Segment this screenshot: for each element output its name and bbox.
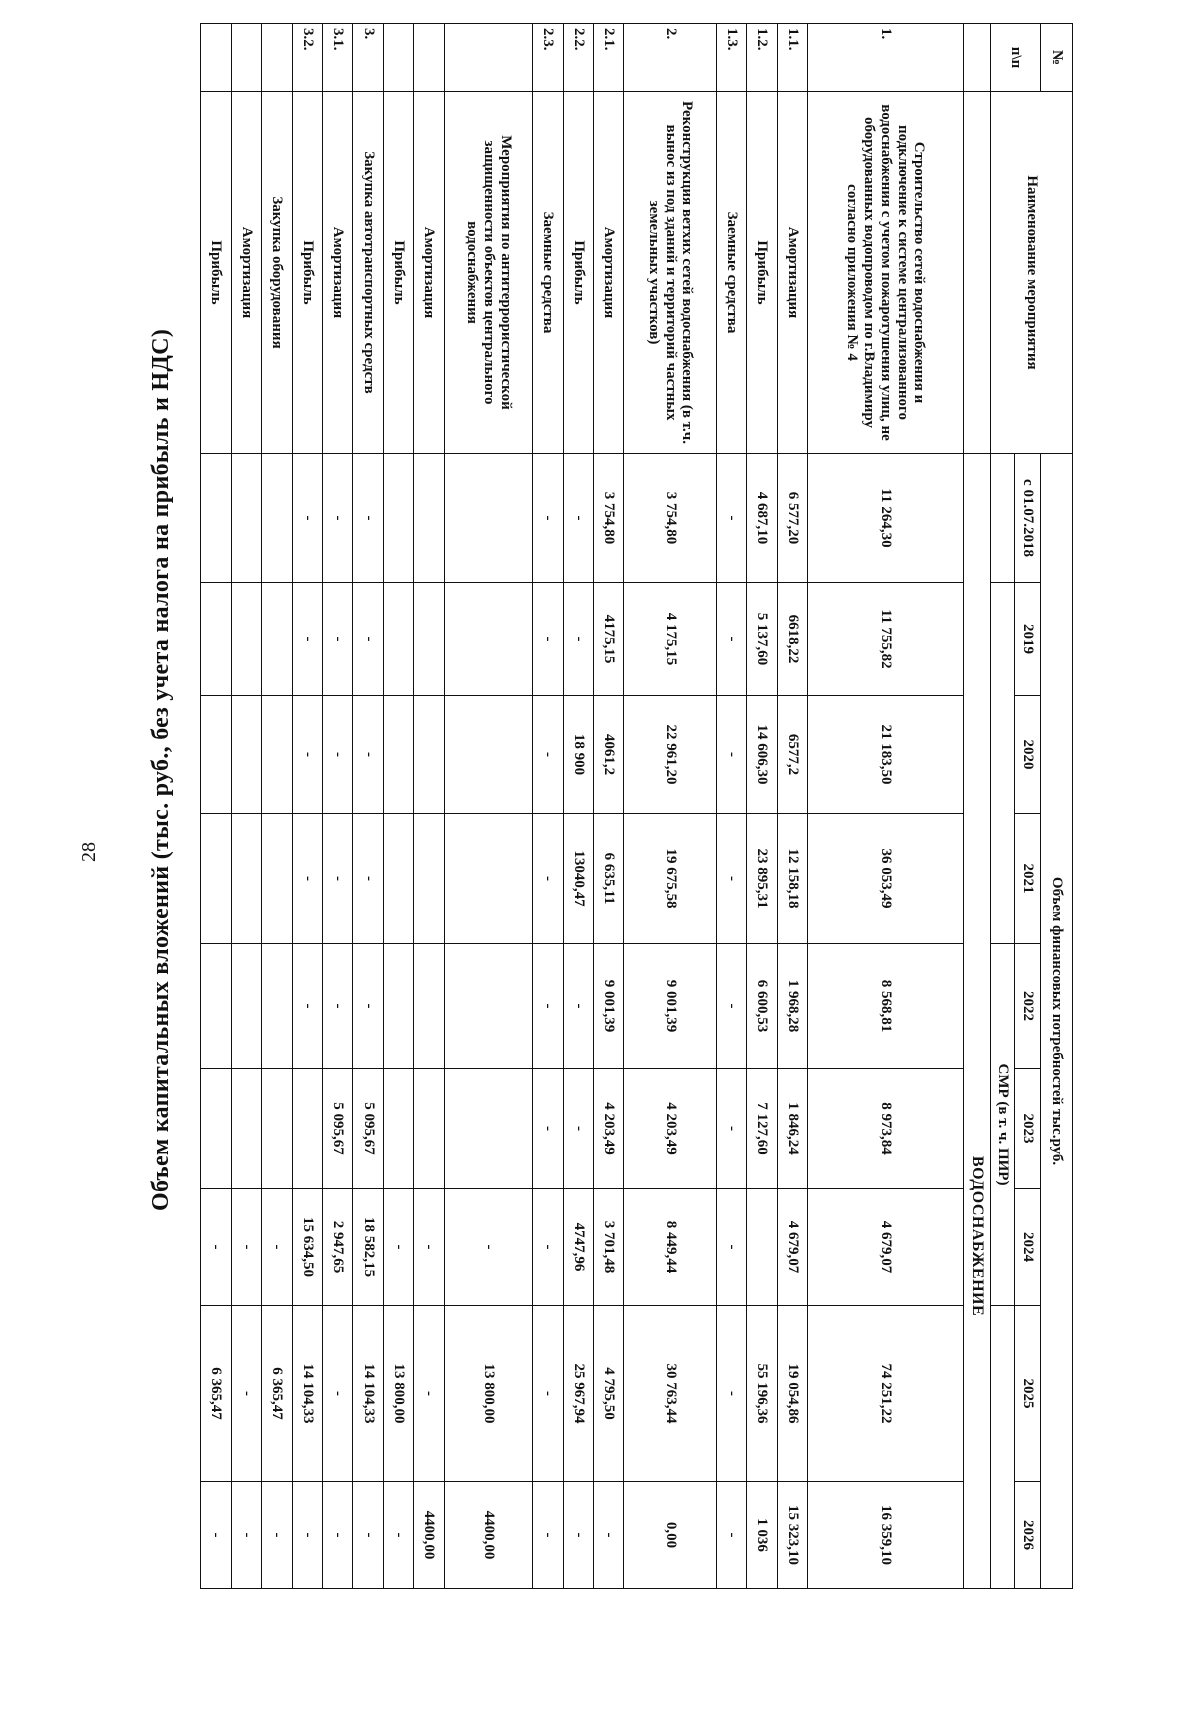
value-cell: [414, 583, 444, 696]
table-row: [262, 24, 292, 1589]
value-cell: -: [716, 696, 746, 814]
value-cell: 5 095,67: [323, 1069, 353, 1189]
value-cell: -: [353, 1482, 383, 1589]
value-cell: 13040,47: [563, 814, 593, 944]
name-header: Наименование мероприятия: [991, 92, 1073, 454]
value-cell: -: [533, 696, 563, 814]
row-number: [414, 24, 444, 92]
year-header: 2021: [1015, 814, 1041, 944]
value-cell: 2 947,65: [323, 1189, 353, 1306]
empty-cell: [991, 1306, 1015, 1589]
value-cell: -: [716, 454, 746, 583]
value-cell: 5 095,67: [353, 1069, 383, 1189]
value-cell: -: [353, 583, 383, 696]
value-cell: 22 961,20: [624, 696, 716, 814]
value-cell: -: [533, 1189, 563, 1306]
value-cell: [444, 1069, 532, 1189]
value-cell: -: [563, 1482, 593, 1589]
activity-name: Заемные средства: [716, 92, 746, 454]
section-heading: [963, 454, 990, 1589]
value-cell: -: [716, 1189, 746, 1306]
value-cell: -: [563, 454, 593, 583]
value-cell: -: [533, 1482, 563, 1589]
value-cell: 3 754,80: [624, 454, 716, 583]
row-number: 3.1.: [323, 24, 353, 92]
value-cell: 8 449,44: [624, 1189, 716, 1306]
row-number: 2.2.: [563, 24, 593, 92]
activity-name: Реконструкция ветхих сетей водоснабжения (в т.ч. вынос из под зданий и территорий частных земельных участков): [624, 92, 716, 454]
value-cell: -: [292, 454, 322, 583]
value-cell: -: [533, 1069, 563, 1189]
table-row: [201, 24, 232, 1589]
value-cell: 25 967,94: [563, 1306, 593, 1482]
value-cell: [201, 696, 232, 814]
value-cell: 4 203,49: [593, 1069, 623, 1189]
num-header: №: [1041, 24, 1073, 92]
year-header: 2023: [1015, 1069, 1041, 1189]
value-cell: -: [292, 696, 322, 814]
table-row: [593, 24, 623, 1589]
smr-note: СМР (в т. ч. ПИР): [991, 944, 1015, 1306]
year-header: 2020: [1015, 696, 1041, 814]
value-cell: 6618,22: [777, 583, 807, 696]
value-cell: -: [231, 1482, 261, 1589]
value-cell: [231, 696, 261, 814]
value-cell: 8 568,81: [808, 944, 963, 1069]
value-cell: [231, 1069, 261, 1189]
activity-name: Прибыль: [383, 92, 413, 454]
num-sub-header: п\п: [991, 24, 1041, 92]
value-cell: -: [716, 1069, 746, 1189]
activity-name: Закупка автотранспортных средств: [353, 92, 383, 454]
value-cell: 1 036: [747, 1482, 777, 1589]
value-cell: [383, 944, 413, 1069]
value-cell: 4747,96: [563, 1189, 593, 1306]
value-cell: 55 196,36: [747, 1306, 777, 1482]
value-cell: -: [292, 944, 322, 1069]
value-cell: 19 675,58: [624, 814, 716, 944]
value-cell: [444, 454, 532, 583]
value-cell: [231, 583, 261, 696]
value-cell: 30 763,44: [624, 1306, 716, 1482]
value-cell: 4 679,07: [777, 1189, 807, 1306]
value-cell: [262, 1069, 292, 1189]
value-cell: -: [533, 454, 563, 583]
activity-name: Прибыль: [563, 92, 593, 454]
activity-name: Амортизация: [593, 92, 623, 454]
table-row: [716, 24, 746, 1589]
value-cell: [383, 1069, 413, 1189]
empty-cell: [991, 454, 1015, 583]
value-cell: -: [414, 1306, 444, 1482]
value-cell: -: [444, 1189, 532, 1306]
capital-investment-table-container: [200, 23, 1073, 1588]
value-cell: -: [323, 1306, 353, 1482]
value-cell: 4 203,49: [624, 1069, 716, 1189]
value-cell: [201, 454, 232, 583]
value-cell: -: [716, 583, 746, 696]
value-cell: [414, 814, 444, 944]
activity-name: Закупка оборудования: [262, 92, 292, 454]
value-cell: 4 795,50: [593, 1306, 623, 1482]
table-row: [414, 24, 444, 1589]
row-number: [444, 24, 532, 92]
value-cell: [444, 696, 532, 814]
value-cell: 13 800,00: [383, 1306, 413, 1482]
value-cell: -: [231, 1189, 261, 1306]
value-cell: 14 104,33: [353, 1306, 383, 1482]
value-cell: -: [414, 1189, 444, 1306]
empty-cell: [991, 583, 1015, 944]
value-cell: [747, 1189, 777, 1306]
table-row: [353, 24, 383, 1589]
value-cell: 18 900: [563, 696, 593, 814]
row-number: 1.1.: [777, 24, 807, 92]
value-cell: 0,00: [624, 1482, 716, 1589]
value-cell: 1 968,28: [777, 944, 807, 1069]
value-cell: -: [201, 1482, 232, 1589]
value-cell: 8 973,84: [808, 1069, 963, 1189]
value-cell: -: [353, 696, 383, 814]
row-number: 1.3.: [716, 24, 746, 92]
value-cell: [414, 696, 444, 814]
row-number: 1.2.: [747, 24, 777, 92]
page-number: 28: [78, 842, 100, 862]
year-header: 2024: [1015, 1189, 1041, 1306]
value-cell: -: [292, 583, 322, 696]
year-header: 2019: [1015, 583, 1041, 696]
value-cell: -: [716, 814, 746, 944]
value-cell: 6 365,47: [262, 1306, 292, 1482]
value-cell: 15 634,50: [292, 1189, 322, 1306]
value-cell: -: [383, 1482, 413, 1589]
year-header: 2025: [1015, 1306, 1041, 1482]
value-cell: -: [563, 944, 593, 1069]
activity-name: Амортизация: [323, 92, 353, 454]
value-cell: 9 001,39: [624, 944, 716, 1069]
value-cell: [383, 814, 413, 944]
value-cell: 3 701,48: [593, 1189, 623, 1306]
value-cell: [231, 454, 261, 583]
value-cell: 12 158,18: [777, 814, 807, 944]
value-cell: -: [563, 583, 593, 696]
value-cell: [262, 696, 292, 814]
row-number: [383, 24, 413, 92]
value-cell: -: [231, 1306, 261, 1482]
value-cell: [444, 583, 532, 696]
table-row: [563, 24, 593, 1589]
table-row: [808, 24, 963, 1589]
row-number: [201, 24, 232, 92]
value-cell: 7 127,60: [747, 1069, 777, 1189]
value-cell: -: [353, 944, 383, 1069]
value-cell: [383, 454, 413, 583]
value-cell: -: [292, 814, 322, 944]
value-cell: 4400,00: [414, 1482, 444, 1589]
value-cell: [262, 814, 292, 944]
capital-investment-table: [200, 23, 1073, 1589]
year-header: с 01.07.2018: [1015, 454, 1041, 583]
value-cell: -: [533, 1306, 563, 1482]
row-number: 3.2.: [292, 24, 322, 92]
value-cell: 11 264,30: [808, 454, 963, 583]
activity-name: Строительство сетей водоснабжения и подключение к системе централизованного водоснабжения с учетом пожаротушения улиц, не оборудованных водопроводом по г.Владимиру согласно приложения № 4: [808, 92, 963, 454]
value-cell: [444, 944, 532, 1069]
value-cell: 36 053,49: [808, 814, 963, 944]
value-cell: -: [323, 944, 353, 1069]
empty-cell: [963, 24, 990, 92]
table-row: [747, 24, 777, 1589]
value-cell: [262, 454, 292, 583]
value-cell: -: [383, 1189, 413, 1306]
year-header: 2026: [1015, 1482, 1041, 1589]
value-cell: -: [533, 814, 563, 944]
value-cell: -: [533, 583, 563, 696]
value-cell: [383, 583, 413, 696]
row-number: [231, 24, 261, 92]
table-row: [292, 24, 322, 1589]
value-cell: [262, 583, 292, 696]
value-cell: 6 600,53: [747, 944, 777, 1069]
section-heading-text: ВОДОСНАБЖЕНИЕ: [968, 1155, 986, 1317]
value-cell: 4 175,15: [624, 583, 716, 696]
value-cell: 15 323,10: [777, 1482, 807, 1589]
value-cell: [292, 1069, 322, 1189]
table-row: [777, 24, 807, 1589]
value-cell: 4400,00: [444, 1482, 532, 1589]
row-number: [262, 24, 292, 92]
value-cell: 4 679,07: [808, 1189, 963, 1306]
year-header: 2022: [1015, 944, 1041, 1069]
value-cell: [201, 583, 232, 696]
activity-name: Прибыль: [201, 92, 232, 454]
value-cell: 6 577,20: [777, 454, 807, 583]
value-cell: 3 754,80: [593, 454, 623, 583]
value-cell: 16 359,10: [808, 1482, 963, 1589]
activity-name: Заемные средства: [533, 92, 563, 454]
activity-name: Амортизация: [231, 92, 261, 454]
value-cell: 4061,2: [593, 696, 623, 814]
value-cell: 13 800,00: [444, 1306, 532, 1482]
value-cell: -: [716, 1482, 746, 1589]
table-row: [231, 24, 261, 1589]
value-cell: [262, 944, 292, 1069]
table-row: [323, 24, 353, 1589]
activity-name: Мероприятия по антитеррористической защищенности объектов центрального водоснабжения: [444, 92, 532, 454]
value-cell: [414, 944, 444, 1069]
document-title: Объем капитальных вложений (тыс. руб., без учета налога на прибыль и НДС): [148, 328, 174, 1212]
value-cell: -: [262, 1189, 292, 1306]
value-cell: [231, 944, 261, 1069]
value-cell: -: [353, 814, 383, 944]
value-cell: [383, 696, 413, 814]
value-cell: -: [201, 1189, 232, 1306]
value-cell: [201, 814, 232, 944]
value-cell: -: [323, 1482, 353, 1589]
table-row: [444, 24, 532, 1589]
value-cell: 14 606,30: [747, 696, 777, 814]
table-row: [383, 24, 413, 1589]
value-cell: [201, 944, 232, 1069]
empty-cell: [963, 92, 990, 454]
value-cell: 1 846,24: [777, 1069, 807, 1189]
value-cell: 4175,15: [593, 583, 623, 696]
value-cell: -: [292, 1482, 322, 1589]
value-cell: [201, 1069, 232, 1189]
value-cell: 6 635,11: [593, 814, 623, 944]
activity-name: Прибыль: [747, 92, 777, 454]
row-number: 1.: [808, 24, 963, 92]
value-cell: 5 137,60: [747, 583, 777, 696]
table-row: [624, 24, 716, 1589]
value-cell: [414, 1069, 444, 1189]
value-cell: 6577,2: [777, 696, 807, 814]
activity-name: Амортизация: [414, 92, 444, 454]
activity-name: Амортизация: [777, 92, 807, 454]
value-cell: -: [716, 944, 746, 1069]
value-cell: 74 251,22: [808, 1306, 963, 1482]
value-cell: 14 104,33: [292, 1306, 322, 1482]
value-cell: -: [593, 1482, 623, 1589]
row-number: 3.: [353, 24, 383, 92]
value-cell: -: [323, 454, 353, 583]
value-cell: -: [323, 814, 353, 944]
value-cell: 21 183,50: [808, 696, 963, 814]
table-row: [533, 24, 563, 1589]
value-cell: 4 687,10: [747, 454, 777, 583]
value-cell: 18 582,15: [353, 1189, 383, 1306]
value-cell: -: [262, 1482, 292, 1589]
value-cell: -: [323, 696, 353, 814]
value-cell: [444, 814, 532, 944]
value-cell: -: [353, 454, 383, 583]
value-cell: -: [563, 1069, 593, 1189]
value-cell: 19 054,86: [777, 1306, 807, 1482]
value-cell: 23 895,31: [747, 814, 777, 944]
value-cell: -: [533, 944, 563, 1069]
value-cell: 9 001,39: [593, 944, 623, 1069]
value-cell: -: [716, 1306, 746, 1482]
row-number: 2.1.: [593, 24, 623, 92]
activity-name: Прибыль: [292, 92, 322, 454]
value-cell: [231, 814, 261, 944]
row-number: 2.: [624, 24, 716, 92]
value-cell: 6 365,47: [201, 1306, 232, 1482]
value-cell: [414, 454, 444, 583]
value-cell: -: [323, 583, 353, 696]
value-cell: 11 755,82: [808, 583, 963, 696]
volume-header: Объем финансовых потребностей тыс.руб.: [1041, 454, 1073, 1589]
row-number: 2.3.: [533, 24, 563, 92]
